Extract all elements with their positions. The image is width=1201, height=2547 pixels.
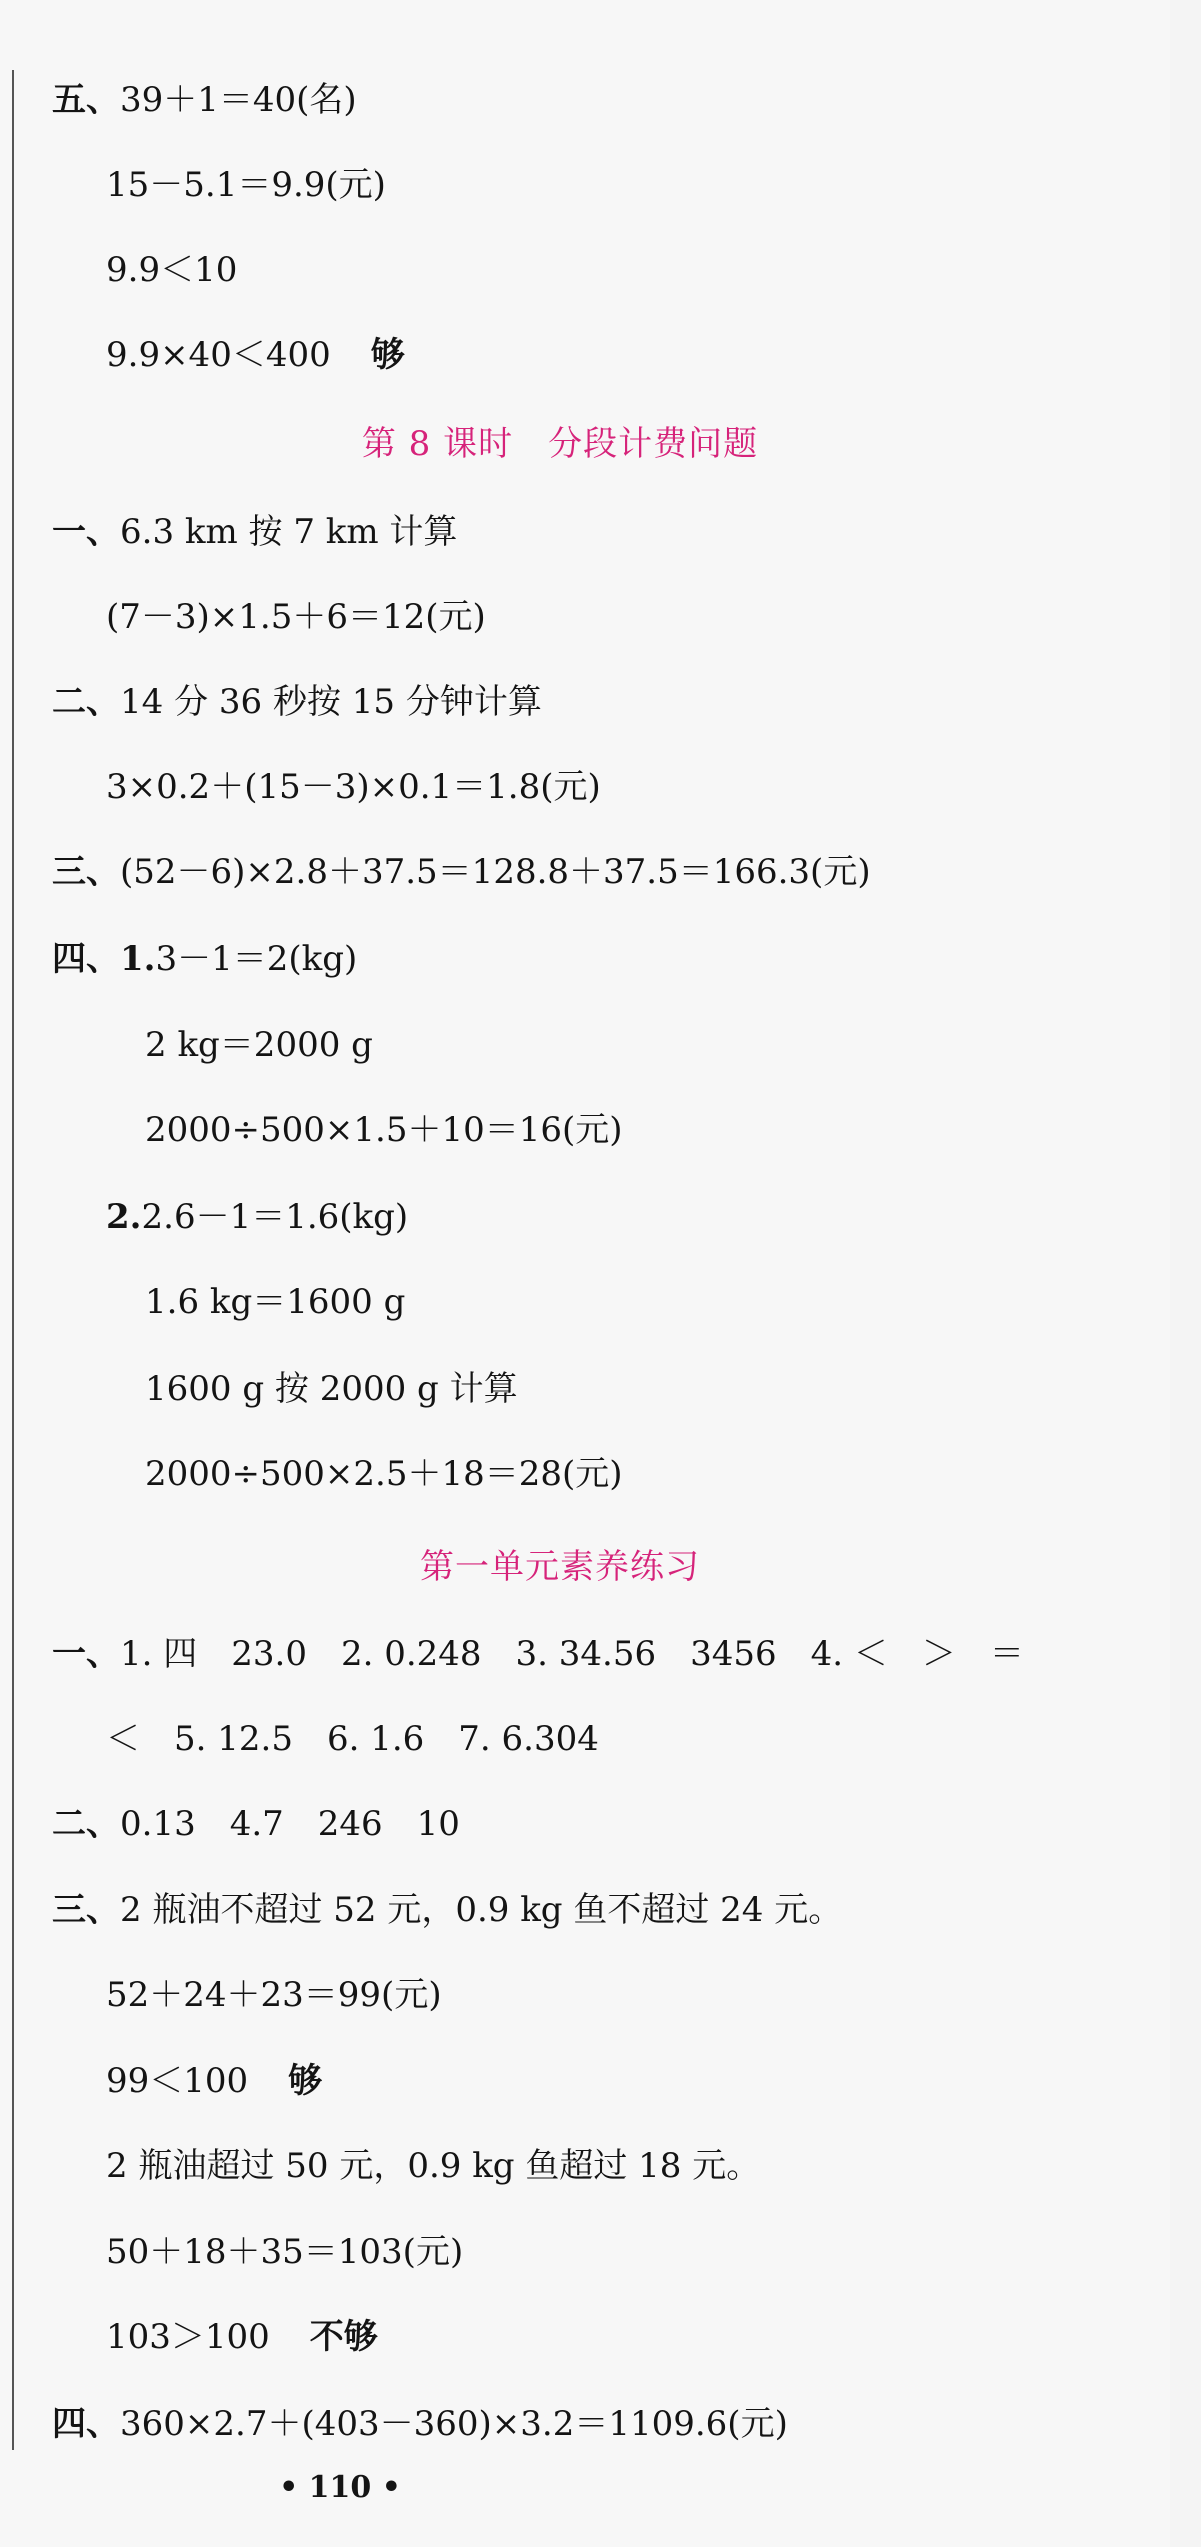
section-heading: 第一单元素养练习 [420, 1547, 700, 1587]
answer-line: 2 kg＝2000 g [145, 1025, 373, 1065]
answer-line: 15－5.1＝9.9(元) [106, 165, 386, 205]
answer-line: 四、360×2.7＋(403－360)×3.2＝1109.6(元) [52, 2404, 788, 2444]
answer-line: 103＞100 不够 [106, 2317, 378, 2357]
answer-line: (7－3)×1.5＋6＝12(元) [106, 597, 486, 637]
answer-line: 五、39＋1＝40(名) [52, 80, 357, 120]
answer-line: 一、6.3 km 按 7 km 计算 [52, 512, 458, 552]
answer-line: ＜ 5. 12.5 6. 1.6 7. 6.304 [106, 1719, 599, 1759]
answer-line: 2000÷500×1.5＋10＝16(元) [145, 1110, 623, 1150]
page-number: • 110 • [279, 2470, 401, 2505]
answer-line: 3×0.2＋(15－3)×0.1＝1.8(元) [106, 767, 601, 807]
answer-line: 1.6 kg＝1600 g [145, 1282, 406, 1322]
answer-line: 二、0.13 4.7 246 10 [52, 1804, 460, 1844]
answer-line: 四、1.3－1＝2(kg) [52, 939, 358, 979]
answer-line: 二、14 分 36 秒按 15 分钟计算 [52, 682, 542, 722]
answer-line: 三、(52－6)×2.8＋37.5＝128.8＋37.5＝166.3(元) [52, 852, 871, 892]
answer-line: 9.9＜10 [106, 250, 238, 290]
answer-line: 2.2.6－1＝1.6(kg) [106, 1197, 409, 1237]
answer-line: 一、1. 四 23.0 2. 0.248 3. 34.56 3456 4. ＜ ＞ ＝ [52, 1634, 1024, 1674]
answer-line: 50＋18＋35＝103(元) [106, 2232, 464, 2272]
answer-line: 2000÷500×2.5＋18＝28(元) [145, 1454, 623, 1494]
answer-line: 2 瓶油超过 50 元，0.9 kg 鱼超过 18 元。 [106, 2146, 761, 2186]
section-heading: 第 8 课时 分段计费问题 [361, 424, 759, 464]
answer-line: 99＜100 够 [106, 2061, 323, 2101]
answer-line: 1600 g 按 2000 g 计算 [145, 1369, 518, 1409]
answer-line: 9.9×40＜400 够 [106, 335, 405, 375]
answer-line: 52＋24＋23＝99(元) [106, 1975, 442, 2015]
answer-line: 三、2 瓶油不超过 52 元，0.9 kg 鱼不超过 24 元。 [52, 1890, 843, 1930]
